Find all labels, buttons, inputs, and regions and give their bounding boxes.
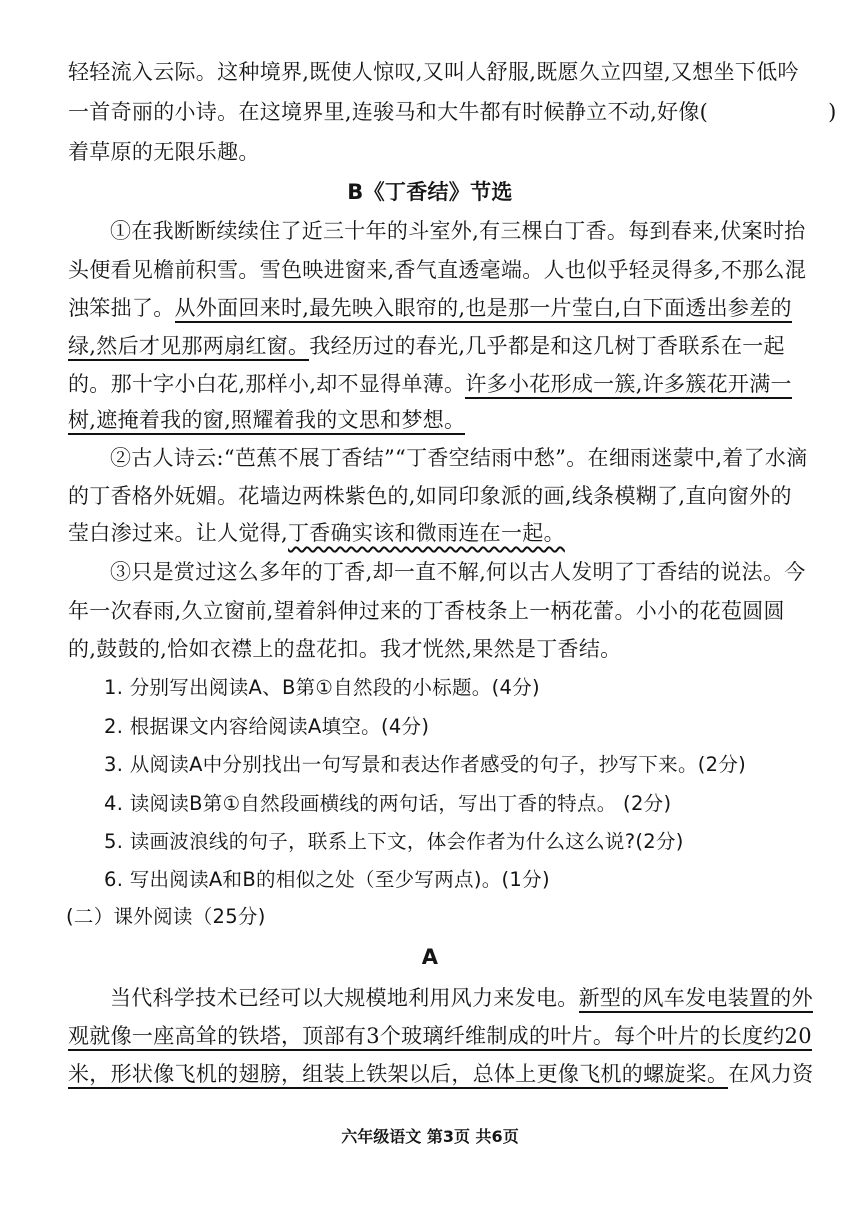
section-2-sub-a: A (421, 945, 439, 969)
question-5: 5. 读画波浪线的句子，联系上下文，体会作者为什么这么说?(2分) (104, 830, 684, 853)
question-2: 2. 根据课文内容给阅读A填空。(4分) (104, 715, 430, 738)
b-p1-line-1: ①在我断断续续住了近三十年的斗室外,有三棵白丁香。每到春来,伏案时抬 (110, 219, 806, 243)
b-p2-line-2: 的丁香格外妩媚。花墙边两株紫色的,如同印象派的画,线条模糊了,直向窗外的 (68, 484, 792, 508)
reading-b-title: B《丁香结》节选 (347, 180, 513, 204)
closing-paren: ) (828, 100, 837, 124)
reading-a-line-2 (68, 97, 837, 127)
b-p1-underlined-sentence-2-end: 树,遮掩着我的窗,照耀着我的文思和梦想。 (68, 408, 465, 435)
b-p1-line-4-plain: 我经历过的春光,几乎都是和这几树丁香联系在一起 (309, 334, 785, 358)
page-footer: 六年级语文 第3页 共6页 (341, 1127, 519, 1146)
b-p1-line-5-plain: 的。那十字小白花,那样小,却不显得单薄。 (68, 372, 466, 396)
b-p1-line-3-plain: 浊笨拙了。 (68, 296, 175, 320)
b-p1-underlined-sentence-2: 许多小花形成一簇,许多簇花开满一 (465, 372, 791, 399)
b-p2-line-3-plain: 莹白渗过来。让人觉得, (68, 521, 288, 545)
b-p3-line-2: 年一次春雨,久立窗前,望着斜伸过来的丁香枝条上一柄花蕾。小小的花苞圆圆 (68, 599, 785, 623)
question-1: 1. 分别写出阅读A、B第①自然段的小标题。(4分) (104, 676, 540, 699)
s2-line-1-plain: 当代科学技术已经可以大规模地利用风力来发电。 (110, 986, 579, 1010)
question-6: 6. 写出阅读A和B的相似之处（至少写两点)。(1分) (104, 868, 550, 891)
b-p3-line-1: ③只是赏过这么多年的丁香,却一直不解,何以古人发明了丁香结的说法。今 (110, 560, 806, 584)
s2-line-3-plain: 在风力资 (728, 1062, 814, 1086)
reading-a-line-1: 轻轻流入云际。这种境界,既使人惊叹,又叫人舒服,既愿久立四望,又想坐下低吟 (68, 60, 799, 84)
b-p1-line-3 (68, 293, 792, 323)
b-p2-wavy-sentence: 丁香确实该和微雨连在一起。 (287, 521, 565, 545)
b-p3-line-3: 的,鼓鼓的,恰如衣襟上的盘花扣。我才恍然,果然是丁香结。 (68, 637, 622, 661)
section-2-heading: (二）课外阅读（25分) (66, 905, 266, 928)
reading-a-line-2-text: 一首奇丽的小诗。在这境界里,连骏马和大牛都有时候静立不动,好像( (68, 100, 709, 124)
b-p1-underlined-sentence-1-end: 绿,然后才见那两扇红窗。 (68, 334, 309, 361)
question-3: 3. 从阅读A中分别找出一句写景和表达作者感受的句子，抄写下来。(2分) (104, 753, 747, 776)
b-p2-line-3 (68, 518, 792, 548)
s2-line-1 (110, 983, 813, 1013)
b-p1-line-6 (68, 405, 792, 435)
b-p1-line-5 (68, 369, 792, 399)
b-p1-line-2: 头便看见檐前积雪。雪色映进窗来,香气直透毫端。人也似乎轻灵得多,不那么混 (68, 258, 807, 282)
reading-a-line-3: 着草原的无限乐趣。 (68, 140, 260, 164)
b-p2-line-1: ②古人诗云:“芭蕉不展丁香结”“丁香空结雨中愁”。在细雨迷蒙中,着了水滴 (110, 446, 808, 470)
question-4: 4. 读阅读B第①自然段画横线的两句话，写出丁香的特点。 (2分) (104, 792, 672, 815)
s2-underlined-sentence-end: 米，形状像飞机的翅膀，组装上铁架以后，总体上更像飞机的螺旋桨。 (68, 1062, 728, 1089)
s2-underlined-sentence: 新型的风车发电装置的外 (579, 986, 813, 1013)
s2-underlined-sentence-cont: 观就像一座高耸的铁塔，顶部有3个玻璃纤维制成的叶片。每个叶片的长度约20 (68, 1024, 812, 1051)
b-p1-underlined-sentence-1: 从外面回来时,最先映入眼帘的,也是那一片莹白,白下面透出参差的 (175, 296, 792, 323)
b-p1-line-4 (68, 331, 792, 361)
s2-line-3 (68, 1059, 814, 1089)
s2-line-2 (68, 1021, 812, 1051)
